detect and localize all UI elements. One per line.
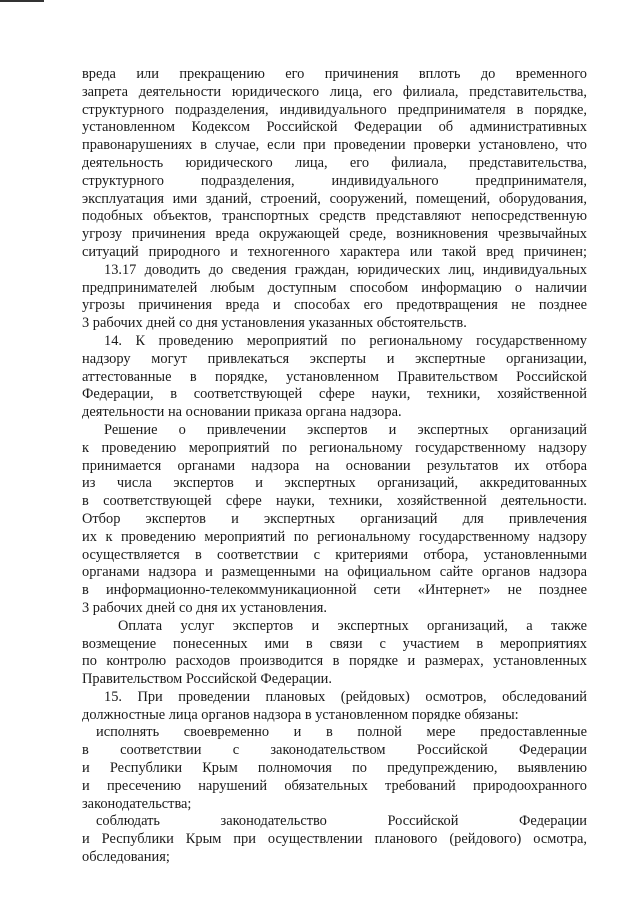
- text-line: структурного подразделения, индивидуального предпринимателя,: [82, 172, 587, 189]
- text-line: подобных объектов, транспортных средств представляют непосредственную: [82, 208, 587, 225]
- text-line: по контролю расходов производится в порядке и размерах, установленных: [82, 653, 587, 670]
- text-line: в соответствии с законодательством Российской Федерации: [82, 742, 587, 759]
- text-line: вреда или прекращению его причинения вплоть до временного: [82, 66, 587, 82]
- text-line: в соответствующей сфере науки, техники, хозяйственной деятельности.: [82, 493, 587, 510]
- text-line: органами надзора и размещенными на официальном сайте органов надзора: [82, 564, 587, 581]
- text-line: эксплуатация ими зданий, строений, сооружений, помещений, оборудования,: [82, 190, 587, 207]
- text-line: 3 рабочих дней со дня установления указанных обстоятельств.: [82, 315, 467, 332]
- text-line: угрозу причинения вреда окружающей среде, возникновения чрезвычайных: [82, 226, 587, 243]
- text-line: надзору могут привлекаться эксперты и экспертные организации,: [82, 350, 587, 367]
- text-line: угрозы причинения вреда и способах его предотвращения не позднее: [82, 297, 587, 314]
- text-line: 14. К проведению мероприятий по региональному государственному: [104, 332, 587, 349]
- text-line: Федерации, в соответствующей сфере науки, техники, хозяйственной: [82, 386, 587, 403]
- page-corner-mark: [0, 0, 44, 2]
- text-line: осуществляется в соответствии с критериями отбора, установленными: [82, 546, 587, 563]
- text-line: соблюдать законодательство Российской Федерации: [96, 813, 587, 830]
- text-line: Оплата услуг экспертов и экспертных организаций, а также: [118, 617, 587, 634]
- text-line: обследования;: [82, 849, 170, 866]
- text-line: исполнять своевременно и в полной мере предоставленные: [96, 724, 587, 741]
- text-line: аттестованные в порядке, установленном Правительством Российской: [82, 368, 587, 385]
- text-line: 15. При проведении плановых (рейдовых) осмотров, обследований: [104, 688, 587, 705]
- text-line: их к проведению мероприятий по региональному государственному надзору: [82, 528, 587, 545]
- text-line: в информационно-телекоммуникационной сети «Интернет» не позднее: [82, 582, 587, 599]
- text-line: должностные лица органов надзора в установленном порядке обязаны:: [82, 706, 519, 723]
- document-page: [82, 66, 587, 867]
- text-line: к проведению мероприятий по региональному государственному надзору: [82, 439, 587, 456]
- text-line: и Республики Крым полномочия по предупреждению, выявлению: [82, 760, 587, 777]
- text-line: 3 рабочих дней со дня их установления.: [82, 599, 327, 616]
- text-line: предпринимателей любым доступным способом информацию о наличии: [82, 279, 587, 296]
- text-line: структурного подразделения, индивидуального предпринимателя в порядке,: [82, 101, 587, 118]
- text-line: правонарушениях в случае, если при проведении проверки установлено, что: [82, 137, 587, 154]
- text-line: деятельности на основании приказа органа надзора.: [82, 404, 402, 421]
- text-line: Отбор экспертов и экспертных организаций для привлечения: [82, 510, 587, 527]
- text-line: принимается органами надзора на основании результатов их отбора: [82, 457, 587, 474]
- text-line: деятельность юридического лица, его филиала, представительства,: [82, 154, 587, 171]
- text-line: законодательства;: [82, 795, 192, 812]
- text-line: ситуаций природного и техногенного характера или такой вред причинен;: [82, 243, 587, 260]
- text-line: Правительством Российской Федерации.: [82, 671, 332, 688]
- text-line: возмещение понесенных ими в связи с участием в мероприятиях: [82, 635, 587, 652]
- text-line: Решение о привлечении экспертов и экспертных организаций: [104, 421, 587, 438]
- text-line: из числа экспертов и экспертных организаций, аккредитованных: [82, 475, 587, 492]
- text-line: 13.17 доводить до сведения граждан, юридических лиц, индивидуальных: [104, 261, 587, 278]
- text-line: запрета деятельности юридического лица, его филиала, представительства,: [82, 83, 587, 100]
- text-line: и пресечению нарушений обязательных требований природоохранного: [82, 777, 587, 794]
- text-line: и Республики Крым при осуществлении планового (рейдового) осмотра,: [82, 831, 587, 848]
- text-line: установленном Кодексом Российской Федерации об административных: [82, 119, 587, 136]
- document-body: [82, 66, 587, 867]
